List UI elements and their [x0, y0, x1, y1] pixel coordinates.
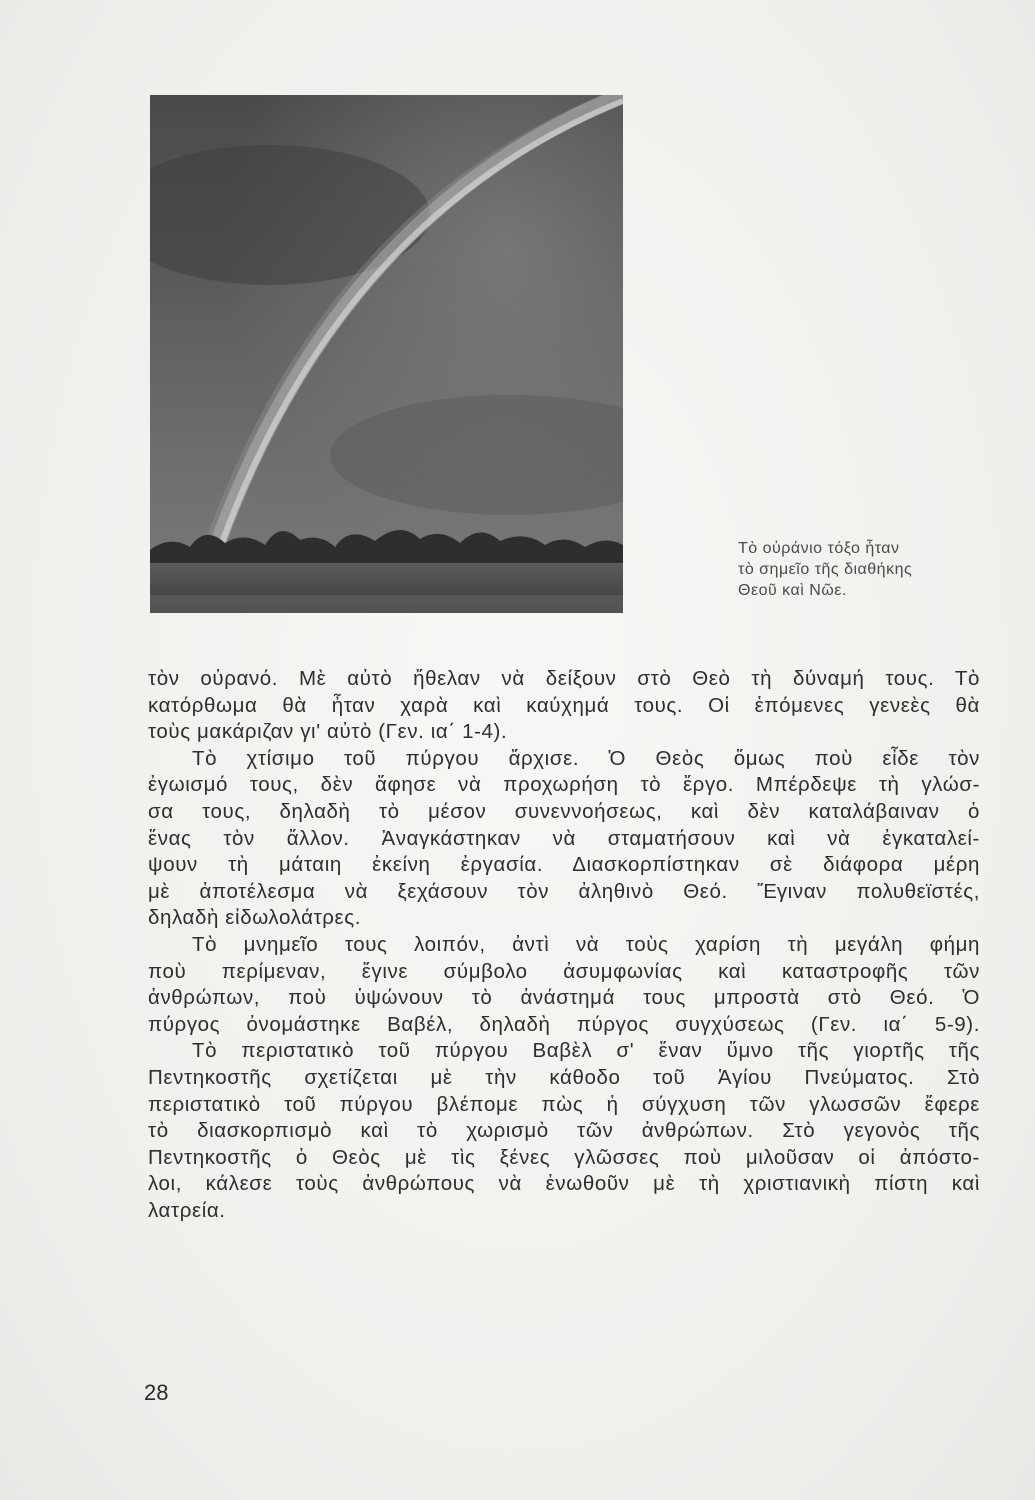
body-line: δηλαδὴ εἰδωλολάτρες. — [148, 906, 362, 930]
body-line: μὲ ἀποτέλεσμα νὰ ξεχάσουν τὸν ἀληθινὸ Θεό. Ἔγιναν πολυθεϊστές, — [148, 879, 980, 903]
body-line: τὸ διασκορπισμὸ καὶ τὸ χωρισμὸ τῶν ἀνθρώπων. Στὸ γεγονὸς τῆς — [148, 1119, 980, 1143]
body-line: πύργος ὀνομάστηκε Βαβέλ, δηλαδὴ πύργος συγχύσεως (Γεν. ια΄ 5-9). — [148, 1012, 980, 1036]
body-line: περιστατικὸ τοῦ πύργου βλέπομε πὼς ἡ σύγχυση τῶν γλωσσῶν ἔφερε — [148, 1092, 980, 1116]
caption-line: τὸ σημεῖο τῆς διαθήκης — [738, 561, 913, 578]
page-number: 28 — [144, 1380, 169, 1405]
body-line: κατόρθωμα θὰ ἦταν χαρὰ καὶ καύχημά τους. Οἱ ἑπόμενες γενεὲς θὰ — [148, 693, 980, 717]
caption-line: Θεοῦ καὶ Νῶε. — [738, 582, 847, 599]
body-line: ποὺ περίμεναν, ἔγινε σύμβολο ἀσυμφωνίας καὶ καταστροφῆς τῶν — [148, 959, 980, 983]
body-line: λατρεία. — [148, 1198, 226, 1222]
photo-caption — [738, 538, 1018, 601]
body-line-indent: Τὸ μνημεῖο τους λοιπόν, ἀντὶ νὰ τοὺς χαρίση τὴ μεγάλη φήμη — [192, 932, 980, 956]
body-line: ἐγωισμό τους, δὲν ἄφησε νὰ προχωρήση τὸ ἔργο. Μπέρδεψε τὴ γλώσ- — [148, 773, 980, 797]
body-line: σα τους, δηλαδὴ τὸ μέσον συνεννοήσεως, καὶ δὲν καταλάβαιναν ὁ — [148, 799, 980, 823]
body-line: Πεντηκοστῆς ὁ Θεὸς μὲ τὶς ξένες γλῶσσες ποὺ μιλοῦσαν οἱ ἀπόστο- — [148, 1145, 980, 1169]
rainbow-photo-image — [150, 95, 623, 613]
body-text — [148, 666, 980, 1224]
body-line-indent: Τὸ περιστατικὸ τοῦ πύργου Βαβὲλ σ' ἕναν ὕμνο τῆς γιορτῆς τῆς — [192, 1039, 980, 1063]
caption-line: Τὸ οὐράνιο τόξο ἦταν — [738, 540, 900, 557]
rainbow-photograph — [150, 95, 623, 613]
body-line: ἀνθρώπων, ποὺ ὑψώνουν τὸ ἀνάστημά τους μπροστὰ στὸ Θεό. Ὁ — [148, 986, 980, 1010]
body-line: ψουν τὴ μάταιη ἐκείνη ἐργασία. Διασκορπίστηκαν σὲ διάφορα μέρη — [148, 853, 980, 877]
body-line: Πεντηκοστῆς σχετίζεται μὲ τὴν κάθοδο τοῦ Ἁγίου Πνεύματος. Στὸ — [148, 1065, 980, 1089]
body-line: τὸν οὐρανό. Μὲ αὐτὸ ἤθελαν νὰ δείξουν στὸ Θεὸ τὴ δύναμή τους. Τὸ — [148, 667, 980, 690]
body-line-indent: Τὸ χτίσιμο τοῦ πύργου ἄρχισε. Ὁ Θεὸς ὅμως ποὺ εἶδε τὸν — [192, 746, 980, 770]
body-line: τοὺς μακάριζαν γι' αὐτὸ (Γεν. ια΄ 1-4). — [148, 720, 508, 744]
body-line: ἕνας τὸν ἄλλον. Ἀναγκάστηκαν νὰ σταματήσουν καὶ νὰ ἐγκαταλεί- — [148, 826, 980, 850]
body-line: λοι, κάλεσε τοὺς ἀνθρώπους νὰ ἑνωθοῦν μὲ τὴ χριστιανικὴ πίστη καὶ — [148, 1172, 980, 1196]
